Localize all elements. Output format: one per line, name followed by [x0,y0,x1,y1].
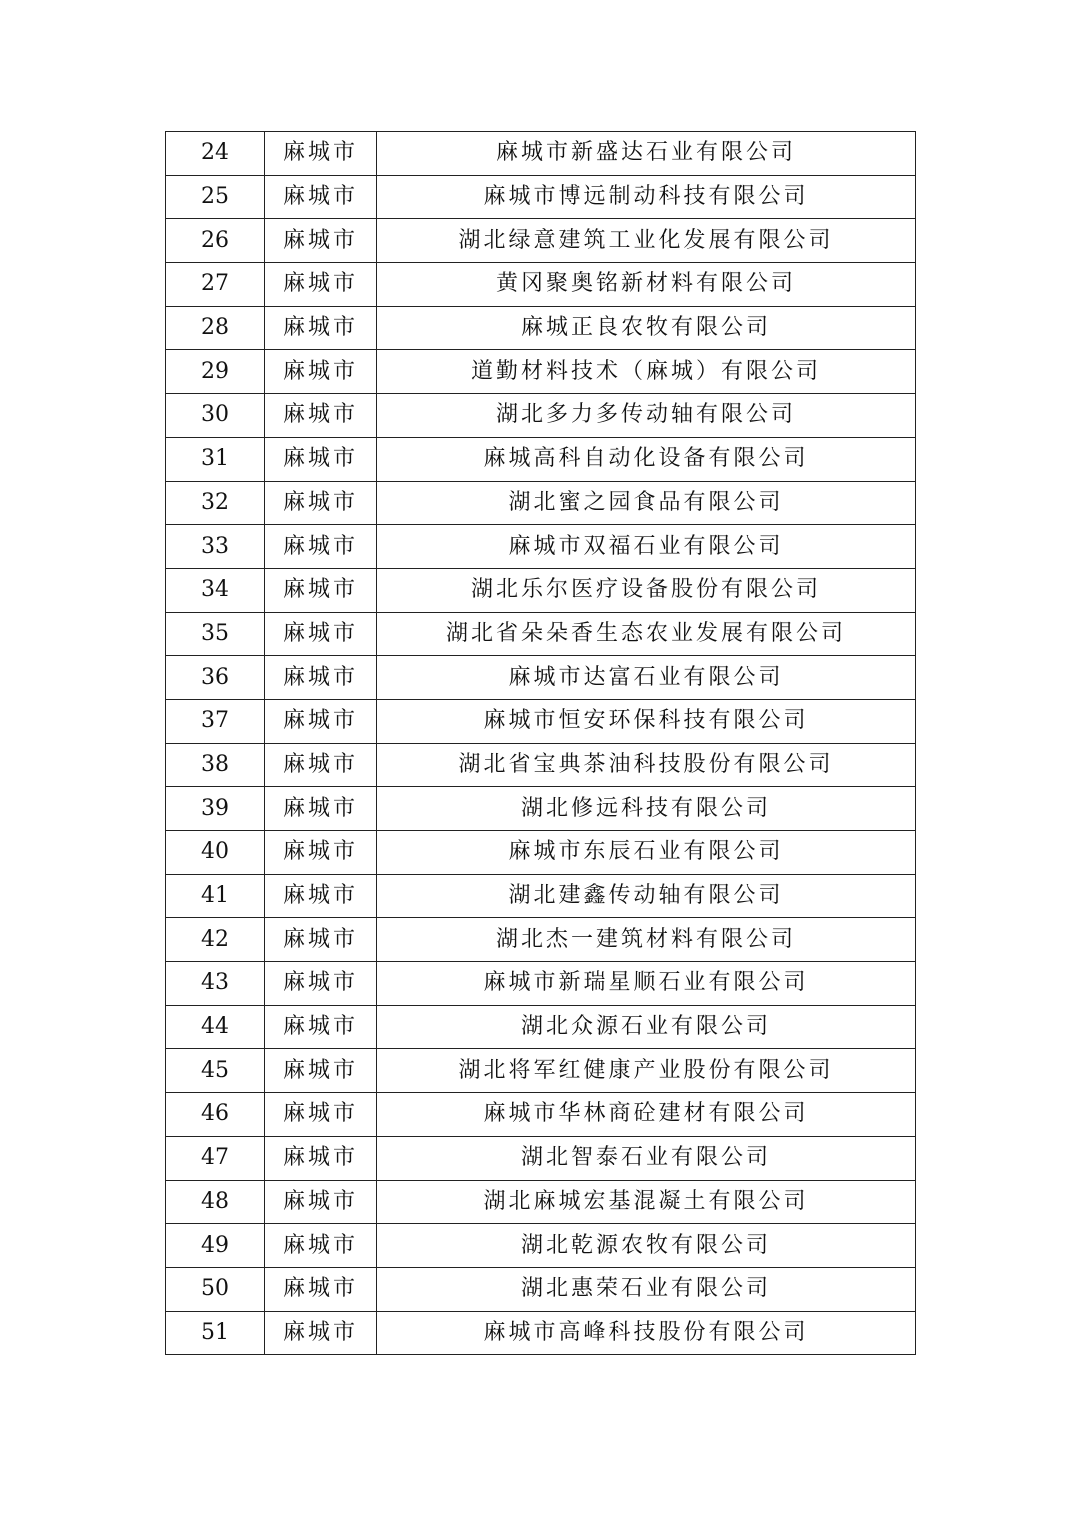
city-cell: 麻城市 [265,350,377,394]
table-row [166,350,916,394]
row-number-cell: 38 [166,743,265,787]
table-row [166,394,916,438]
city-cell: 麻城市 [265,1224,377,1268]
city-cell: 麻城市 [265,831,377,875]
table-row [166,962,916,1006]
company-name-cell: 湖北省宝典茶油科技股份有限公司 [377,743,916,787]
company-name-cell: 湖北惠荣石业有限公司 [377,1267,916,1311]
row-number-cell: 30 [166,394,265,438]
row-number-cell: 31 [166,437,265,481]
city-cell: 麻城市 [265,481,377,525]
company-name-cell: 麻城市华林商砼建材有限公司 [377,1093,916,1137]
company-name-cell: 麻城市恒安环保科技有限公司 [377,699,916,743]
row-number-cell: 50 [166,1267,265,1311]
table-row [166,306,916,350]
table-row [166,568,916,612]
row-number-cell: 41 [166,874,265,918]
company-name-cell: 湖北建鑫传动轴有限公司 [377,874,916,918]
row-number-cell: 36 [166,656,265,700]
company-name-cell: 湖北省朵朵香生态农业发展有限公司 [377,612,916,656]
row-number-cell: 48 [166,1180,265,1224]
table-row [166,1049,916,1093]
company-name-cell: 湖北众源石业有限公司 [377,1005,916,1049]
city-cell: 麻城市 [265,918,377,962]
row-number-cell: 47 [166,1136,265,1180]
row-number-cell: 28 [166,306,265,350]
company-name-cell: 麻城正良农牧有限公司 [377,306,916,350]
city-cell: 麻城市 [265,219,377,263]
table-row [166,1093,916,1137]
company-name-cell: 湖北麻城宏基混凝土有限公司 [377,1180,916,1224]
city-cell: 麻城市 [265,263,377,307]
city-cell: 麻城市 [265,787,377,831]
table-row [166,612,916,656]
table-row [166,437,916,481]
city-cell: 麻城市 [265,1180,377,1224]
company-name-cell: 麻城市新盛达石业有限公司 [377,132,916,176]
company-name-cell: 湖北绿意建筑工业化发展有限公司 [377,219,916,263]
row-number-cell: 34 [166,568,265,612]
city-cell: 麻城市 [265,699,377,743]
table-row [166,263,916,307]
row-number-cell: 42 [166,918,265,962]
row-number-cell: 26 [166,219,265,263]
company-name-cell: 湖北将军红健康产业股份有限公司 [377,1049,916,1093]
table-row [166,1224,916,1268]
row-number-cell: 43 [166,962,265,1006]
city-cell: 麻城市 [265,1049,377,1093]
row-number-cell: 24 [166,132,265,176]
city-cell: 麻城市 [265,437,377,481]
city-cell: 麻城市 [265,1311,377,1355]
row-number-cell: 29 [166,350,265,394]
table-row [166,918,916,962]
row-number-cell: 45 [166,1049,265,1093]
company-name-cell: 湖北乐尔医疗设备股份有限公司 [377,568,916,612]
table-row [166,1180,916,1224]
company-name-cell: 道勤材料技术（麻城）有限公司 [377,350,916,394]
row-number-cell: 39 [166,787,265,831]
row-number-cell: 25 [166,175,265,219]
row-number-cell: 33 [166,525,265,569]
row-number-cell: 37 [166,699,265,743]
city-cell: 麻城市 [265,962,377,1006]
company-name-cell: 湖北蜜之园食品有限公司 [377,481,916,525]
table-row [166,1311,916,1355]
row-number-cell: 49 [166,1224,265,1268]
company-name-cell: 麻城高科自动化设备有限公司 [377,437,916,481]
city-cell: 麻城市 [265,656,377,700]
row-number-cell: 44 [166,1005,265,1049]
table-row [166,743,916,787]
table-row [166,656,916,700]
company-list-body [166,132,916,1355]
table-row [166,1136,916,1180]
table-row [166,787,916,831]
city-cell: 麻城市 [265,568,377,612]
city-cell: 麻城市 [265,394,377,438]
table-row [166,1267,916,1311]
company-name-cell: 黄冈聚奥铭新材料有限公司 [377,263,916,307]
table-row [166,831,916,875]
city-cell: 麻城市 [265,1136,377,1180]
company-list-table [165,131,916,1355]
city-cell: 麻城市 [265,1005,377,1049]
city-cell: 麻城市 [265,1093,377,1137]
company-name-cell: 麻城市高峰科技股份有限公司 [377,1311,916,1355]
city-cell: 麻城市 [265,175,377,219]
row-number-cell: 46 [166,1093,265,1137]
company-name-cell: 湖北多力多传动轴有限公司 [377,394,916,438]
table-row [166,175,916,219]
city-cell: 麻城市 [265,1267,377,1311]
company-name-cell: 麻城市东辰石业有限公司 [377,831,916,875]
row-number-cell: 27 [166,263,265,307]
city-cell: 麻城市 [265,306,377,350]
city-cell: 麻城市 [265,874,377,918]
table-row [166,874,916,918]
table-row [166,699,916,743]
company-name-cell: 湖北乾源农牧有限公司 [377,1224,916,1268]
row-number-cell: 32 [166,481,265,525]
table-row [166,219,916,263]
city-cell: 麻城市 [265,525,377,569]
table-row [166,525,916,569]
company-name-cell: 麻城市新瑞星顺石业有限公司 [377,962,916,1006]
company-name-cell: 湖北智泰石业有限公司 [377,1136,916,1180]
city-cell: 麻城市 [265,612,377,656]
table-row [166,1005,916,1049]
row-number-cell: 40 [166,831,265,875]
row-number-cell: 51 [166,1311,265,1355]
table-row [166,132,916,176]
city-cell: 麻城市 [265,132,377,176]
city-cell: 麻城市 [265,743,377,787]
company-name-cell: 麻城市双福石业有限公司 [377,525,916,569]
row-number-cell: 35 [166,612,265,656]
table-row [166,481,916,525]
company-name-cell: 湖北杰一建筑材料有限公司 [377,918,916,962]
company-name-cell: 麻城市博远制动科技有限公司 [377,175,916,219]
company-name-cell: 湖北修远科技有限公司 [377,787,916,831]
company-name-cell: 麻城市达富石业有限公司 [377,656,916,700]
